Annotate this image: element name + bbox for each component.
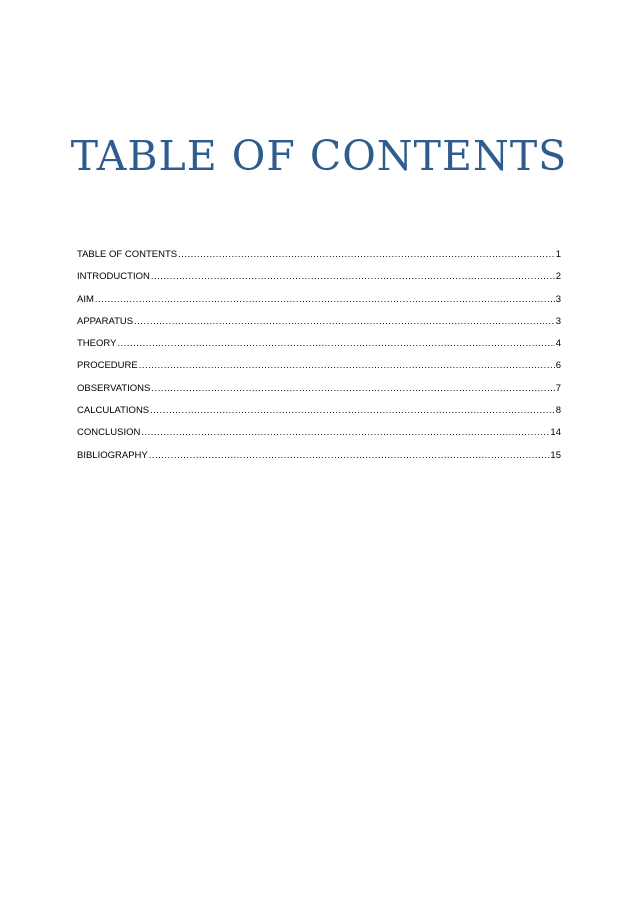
toc-dot-leader [178,249,555,260]
toc-entry-page: 4 [555,338,561,350]
toc-entry-label: INTRODUCTION [77,271,150,283]
toc-entry-theory[interactable] [77,338,561,360]
toc-entry-aim[interactable] [77,294,561,316]
toc-dot-leader [151,271,555,282]
toc-entry-page: 6 [555,360,561,372]
toc-entry-label: OBSERVATIONS [77,382,151,394]
toc-entry-page: 15 [550,449,561,461]
toc-dot-leader [139,360,555,371]
toc-dot-leader [150,405,555,416]
toc-entry-table-of-contents[interactable] [77,249,561,271]
toc-entry-apparatus[interactable] [77,316,561,338]
toc-entry-label: CALCULATIONS [77,405,150,417]
toc-entry-page: 3 [555,293,561,305]
toc-entry-conclusion[interactable] [77,427,561,449]
toc-entry-introduction[interactable] [77,271,561,293]
toc-entry-label: APPARATUS [77,315,134,327]
toc-entry-page: 3 [555,315,561,327]
toc-entry-observations[interactable] [77,383,561,405]
toc-dot-leader [151,383,554,394]
toc-dot-leader [134,316,555,327]
toc-dot-leader [149,450,550,461]
toc-entry-label: PROCEDURE [77,360,138,372]
toc-entry-bibliography[interactable] [77,450,561,472]
toc-dot-leader [95,294,555,305]
toc-entry-procedure[interactable] [77,360,561,382]
toc-entry-page: 14 [550,427,561,439]
toc-entry-calculations[interactable] [77,405,561,427]
toc-entry-label: AIM [77,293,94,305]
toc-dot-leader [117,338,554,349]
table-of-contents [77,249,561,472]
toc-entry-page: 2 [555,271,561,283]
toc-entry-label: BIBLIOGRAPHY [77,449,148,461]
toc-entry-page: 1 [555,249,561,260]
page-title: TABLE OF CONTENTS [70,132,568,180]
toc-entry-label: THEORY [77,338,117,350]
toc-entry-page: 8 [555,405,561,417]
toc-dot-leader [141,427,549,438]
toc-entry-label: TABLE OF CONTENTS [77,249,178,260]
toc-entry-label: CONCLUSION [77,427,141,439]
toc-entry-page: 7 [555,382,561,394]
